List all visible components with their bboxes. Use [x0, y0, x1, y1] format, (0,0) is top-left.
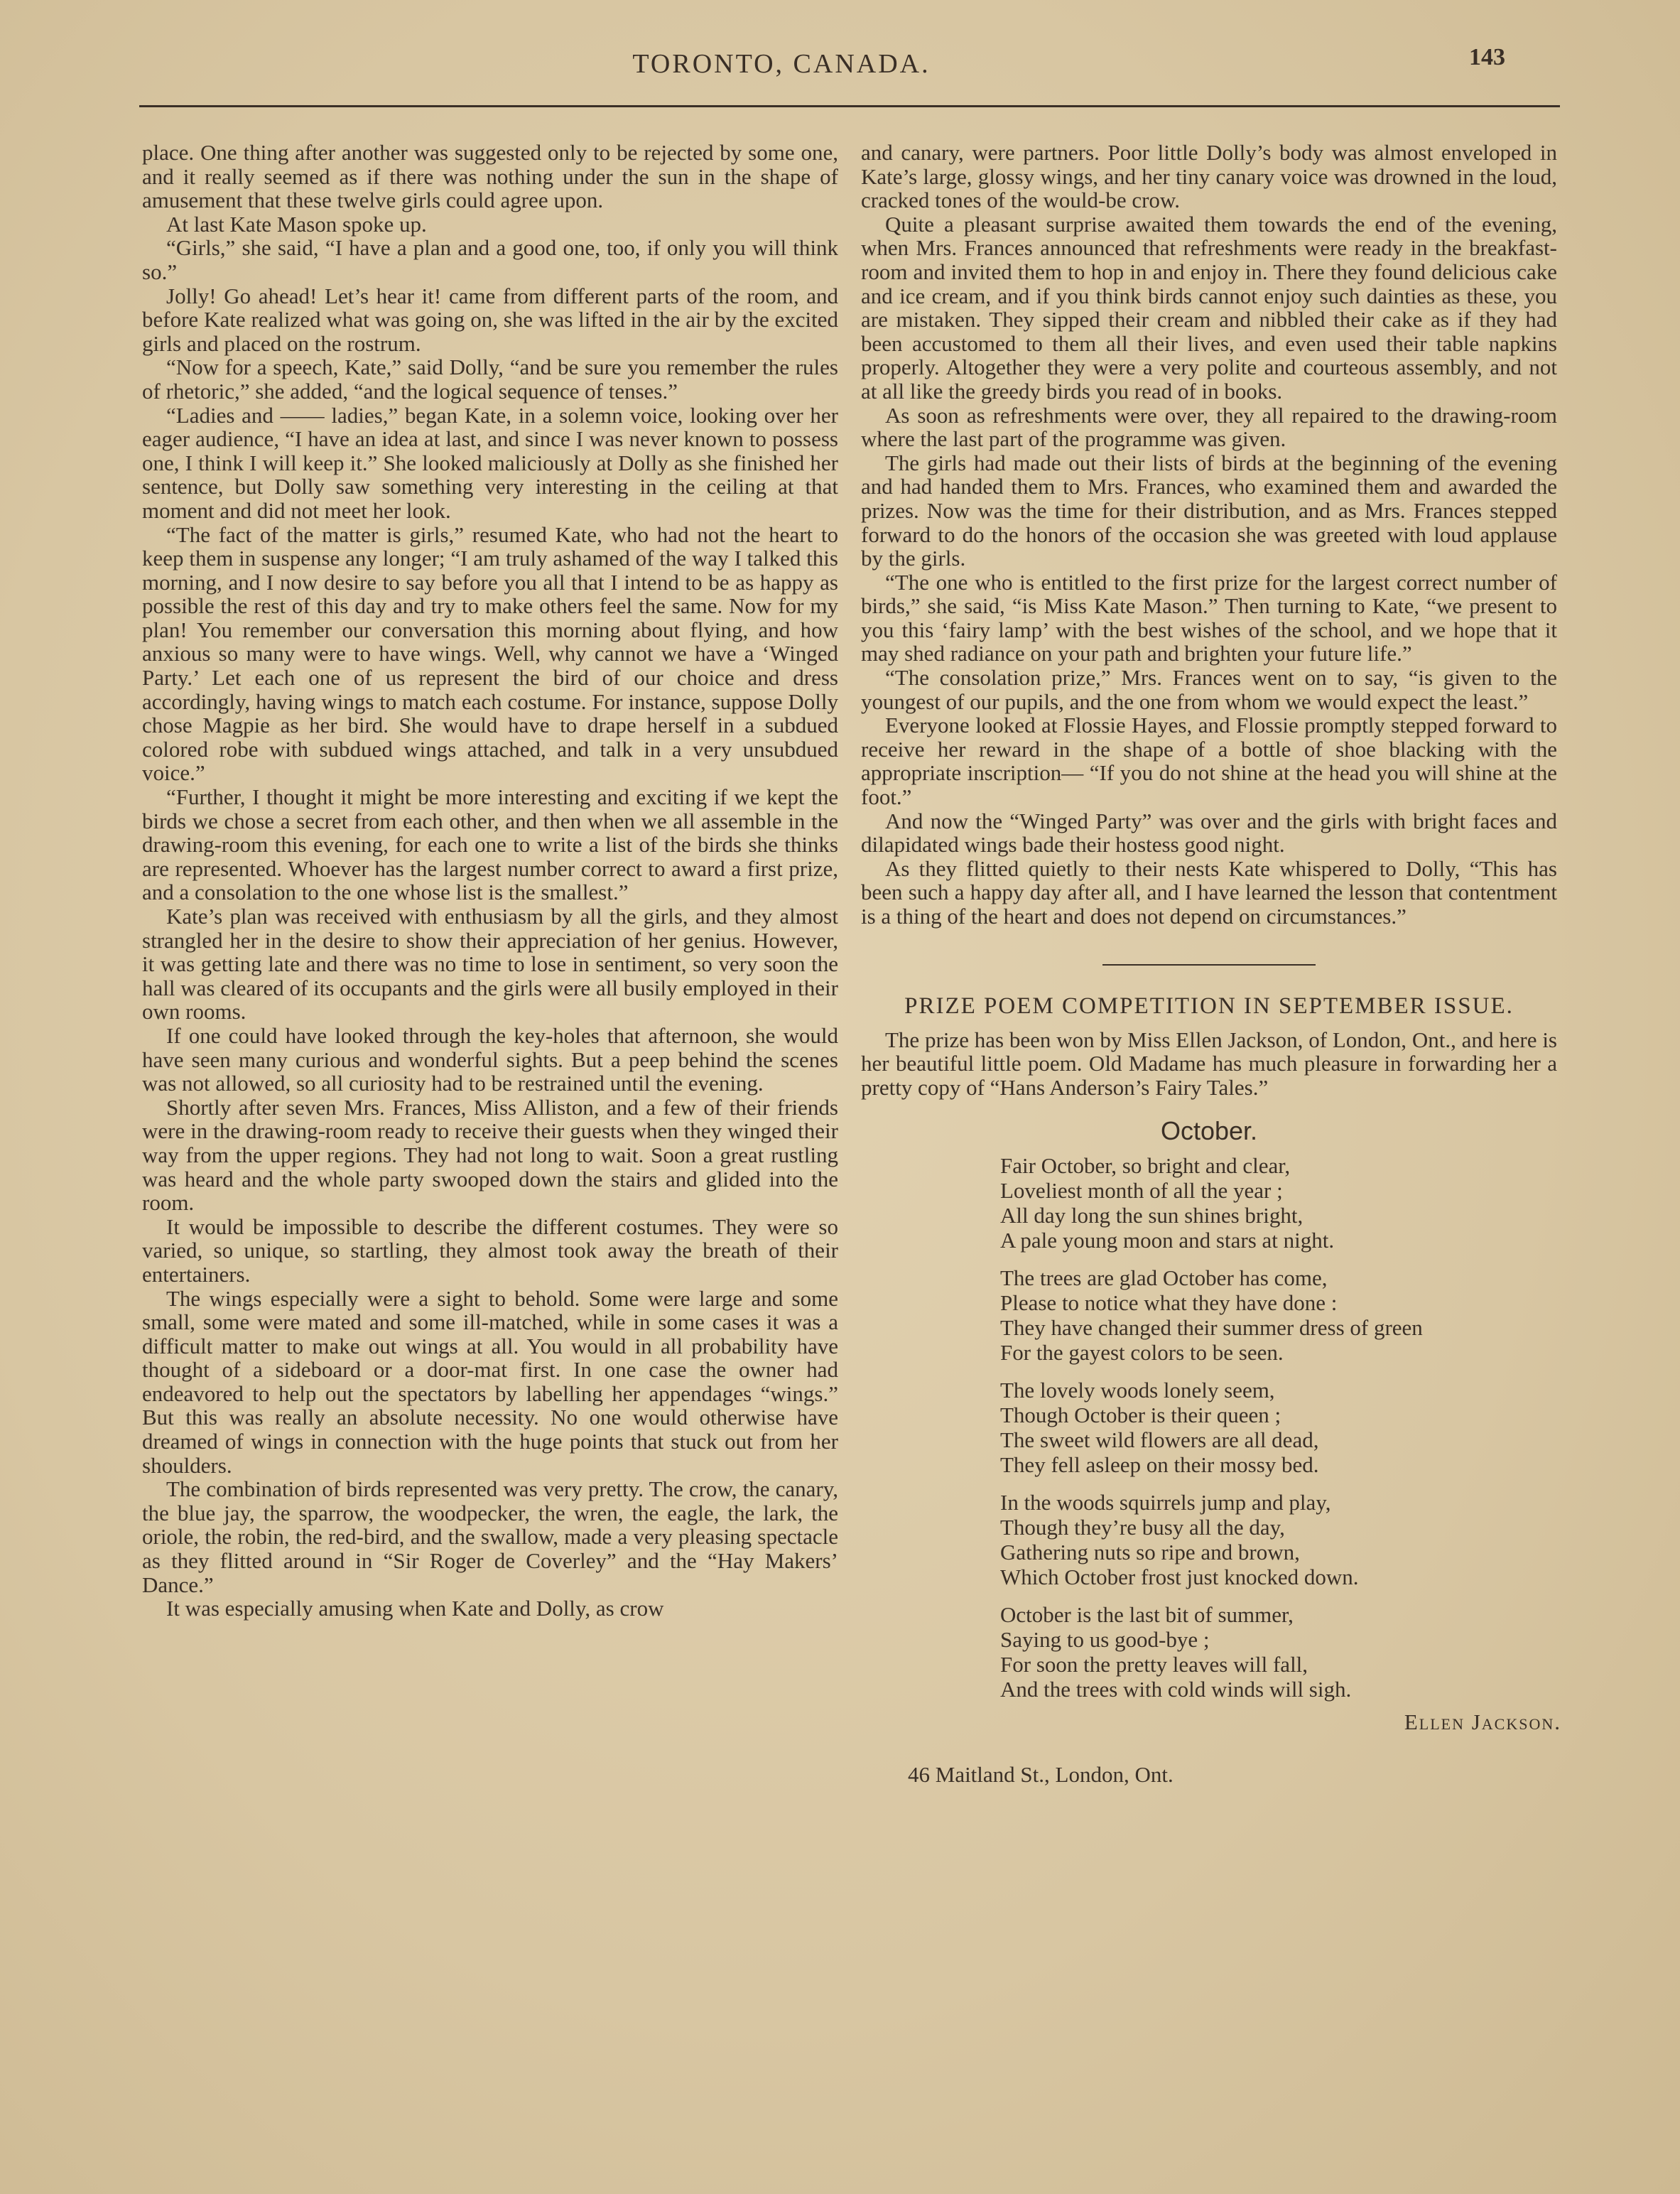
paragraph: And now the “Winged Party” was over and the girls with bright faces and dilapidated wings bade their hostess good night. [861, 808, 1557, 858]
poem-line: All day long the sun shines bright, [1000, 1202, 1304, 1228]
poem [1000, 1153, 1561, 1734]
section-divider [1102, 964, 1316, 966]
poem-line: And the trees with cold winds will sigh. [1000, 1676, 1352, 1702]
poem-stanza [1000, 1153, 1561, 1253]
author-address: 46 Maitland St., London, Ont. [908, 1761, 1174, 1787]
paragraph: If one could have looked through the key-holes that afternoon, she would have seen many curious and wonderful sights. But a peep behind the scenes was not allowed, so all curiosity had to be restrained until the evening. [142, 1022, 838, 1096]
paragraph: The combination of birds represented was very pretty. The crow, the canary, the blue jay, the sparrow, the woodpecker, the wren, the eagle, the lark, the oriole, the robin, the red-bird, and the swallow, made a very pleasing spectacle as they flitted around in “Sir Roger de Coverley” and the “Hay Makers’ Dance.” [142, 1476, 838, 1597]
paragraph: Quite a pleasant surprise awaited them towards the end of the evening, when Mrs. Frances announced that refreshments were ready in the breakfast-room and invited them to hop in and enjoy in. There they found delicious cake and ice cream, and if you think birds cannot enjoy such dainties as these, you are mistaken. They sipped their cream and nibbled their cake as if they had been accustomed to them all their lives, and even used their table napkins properly. Altogether they were a very polite and courteous assembly, and not at all like the greedy birds you read of in books. [861, 211, 1557, 404]
paragraph: Kate’s plan was received with enthusiasm by all the girls, and they almost strangled her in the desire to show their appreciation of her genius. However, it was getting late and there was no time to lose in sentiment, so very soon the hall was cleared of its occupants and the girls were all busily employed in their own rooms. [142, 904, 838, 1025]
poem-line: They have changed their summer dress of green [1000, 1314, 1423, 1340]
paragraph: It was especially amusing when Kate and Dolly, as crow [166, 1596, 664, 1621]
paragraph: “The consolation prize,” Mrs. Frances went on to say, “is given to the youngest of our pupils, and the one from whom we would expect the least.” [861, 665, 1557, 714]
right-column [861, 140, 1561, 1787]
poem-line: In the woods squirrels jump and play, [1000, 1489, 1331, 1515]
paragraph: Shortly after seven Mrs. Frances, Miss Alliston, and a few of their friends were in the drawing-room ready to receive their guests when they winged their way from the upper regions. They had not long to wait. Soon a great rustling was heard and the whole party swooped down the stairs and glided into the room. [142, 1094, 838, 1216]
poem-stanza [1000, 1490, 1561, 1589]
poem-line: Fair October, so bright and clear, [1000, 1152, 1291, 1178]
running-header: TORONTO, CANADA. [632, 49, 931, 79]
paragraph: “Girls,” she said, “I have a plan and a good one, too, if only you will think so.” [142, 235, 838, 284]
paragraph: At last Kate Mason spoke up. [166, 211, 427, 237]
poem-line: October is the last bit of summer, [1000, 1601, 1294, 1627]
paragraph: The wings especially were a sight to behold. Some were large and some small, some were mated and some ill-matched, while in some cases it was a difficult matter to make out wings at all. You would in all probability have thought of a sideboard or a door-mat first. In one case the owner had endeavored to help out the spectators by labelling her appendages “wings.” But this was really an absolute necessity. No one would otherwise have dreamed of wings in connection with the huge points that stuck out from her shoulders. [142, 1285, 838, 1478]
paragraph: As soon as refreshments were over, they all repaired to the drawing-room where the last part of the programme was given. [861, 402, 1557, 452]
paragraph: It would be impossible to describe the different costumes. They were so varied, so unique, so startling, they almost took away the breath of their entertainers. [142, 1214, 838, 1287]
paragraph: place. One thing after another was suggested only to be rejected by some one, and it really seemed as if there was nothing under the sun in the shape of amusement that these twelve girls could agree upon. [142, 140, 838, 213]
poem-stanza [1000, 1378, 1561, 1477]
paragraph: Jolly! Go ahead! Let’s hear it! came from different parts of the room, and before Kate realized what was going on, she was lifted in the air by the excited girls and placed on the rostrum. [142, 283, 838, 356]
paragraph: “The one who is entitled to the first prize for the largest correct number of birds,” she said, “is Miss Kate Mason.” Then turning to Kate, “we present to you this ‘fairy lamp’ with the best wishes of the school, and we hope that it may shed radiance on your path and brighten your future life.” [861, 569, 1557, 666]
left-column [142, 141, 838, 1621]
paragraph: and canary, were partners. Poor little Dolly’s body was almost enveloped in Kate’s large, glossy wings, and her tiny canary voice was drowned in the loud, cracked tones of the would-be crow. [861, 140, 1557, 213]
poem-line: For soon the pretty leaves will fall, [1000, 1651, 1308, 1677]
paragraph: “Further, I thought it might be more interesting and exciting if we kept the birds we chose a secret from each other, and then when we all assemble in the drawing-room this evening, for each one to write a list of the birds she thinks are represented. Whoever has the largest number correct to award a first prize, and a consolation to the one whose list is the smallest.” [142, 784, 838, 905]
paragraph: “Ladies and —— ladies,” began Kate, in a solemn voice, looking over her eager audience, “I have an idea at last, and since I was never known to possess one, I think I will keep it.” She looked maliciously at Dolly as she finished her sentence, but Dolly saw something very interesting in the ceiling at that moment and did not meet her look. [142, 402, 838, 523]
poem-line: Though October is their queen ; [1000, 1402, 1281, 1427]
poem-line: Gathering nuts so ripe and brown, [1000, 1539, 1300, 1565]
paragraph: As they flitted quietly to their nests Kate whispered to Dolly, “This has been such a happy day after all, and I have learned the lesson that contentment is a thing of the heart and does not depend on circumstances.” [861, 855, 1557, 929]
paragraph: “The fact of the matter is girls,” resumed Kate, who had not the heart to keep them in suspense any longer; “I am truly ashamed of the way I talked this morning, and I now desire to say before you all that I intend to be as happy as possible the rest of this day and try to make others feel the same. Now for my plan! You remember our conversation this morning about flying, and how anxious so many were to have wings. Well, why cannot we have a ‘Winged Party.’ Let each one of us represent the bird of our choice and dress accordingly, having wings to match each costume. For instance, suppose Dolly chose Magpie as her bird. She would have to drape herself in a subdued colored robe with subdued wings attached, and talk in a very unsubdued voice.” [142, 522, 838, 786]
paragraph: Everyone looked at Flossie Hayes, and Flossie promptly stepped forward to receive her reward in the shape of a bottle of shoe blacking with the appropriate inscription— “If you do not shine at the head you will shine at the foot.” [861, 713, 1557, 810]
poem-line: A pale young moon and stars at night. [1000, 1227, 1335, 1253]
page-number: 143 [1469, 44, 1505, 70]
poem-line: Which October frost just knocked down. [1000, 1564, 1359, 1589]
prize-section-heading: PRIZE POEM COMPETITION IN SEPTEMBER ISSUE. [904, 993, 1514, 1019]
poem-title: October. [1160, 1116, 1258, 1146]
poem-stanza [1000, 1602, 1561, 1702]
poem-line: For the gayest colors to be seen. [1000, 1339, 1284, 1365]
poem-line: The sweet wild flowers are all dead, [1000, 1427, 1319, 1452]
poem-stanza [1000, 1265, 1561, 1365]
prize-intro-paragraph: The prize has been won by Miss Ellen Jackson, of London, Ont., and here is her beautiful little poem. Old Madame has much pleasure in forwarding her a pretty copy of “Hans Anderson’s Fairy Tales.” [861, 1027, 1557, 1100]
poem-line: The lovely woods lonely seem, [1000, 1377, 1275, 1403]
poem-line: Saying to us good-bye ; [1000, 1626, 1210, 1652]
paragraph: “Now for a speech, Kate,” said Dolly, “and be sure you remember the rules of rhetoric,” she added, “and the logical sequence of tenses.” [142, 355, 838, 404]
poem-line: Though they’re busy all the day, [1000, 1514, 1285, 1540]
poem-line: Please to notice what they have done : [1000, 1290, 1338, 1315]
poem-author-signature: Ellen Jackson. [1404, 1709, 1561, 1734]
header-rule [139, 105, 1560, 107]
poem-line: They fell asleep on their mossy bed. [1000, 1452, 1319, 1477]
poem-line: The trees are glad October has come, [1000, 1265, 1328, 1290]
paragraph: The girls had made out their lists of birds at the beginning of the evening and had handed them to Mrs. Frances, who examined them and awarded the prizes. Now was the time for their distribution, and as Mrs. Frances stepped forward to do the honors of the occasion she was greeted with loud applause by the girls. [861, 450, 1557, 571]
poem-line: Loveliest month of all the year ; [1000, 1177, 1283, 1203]
